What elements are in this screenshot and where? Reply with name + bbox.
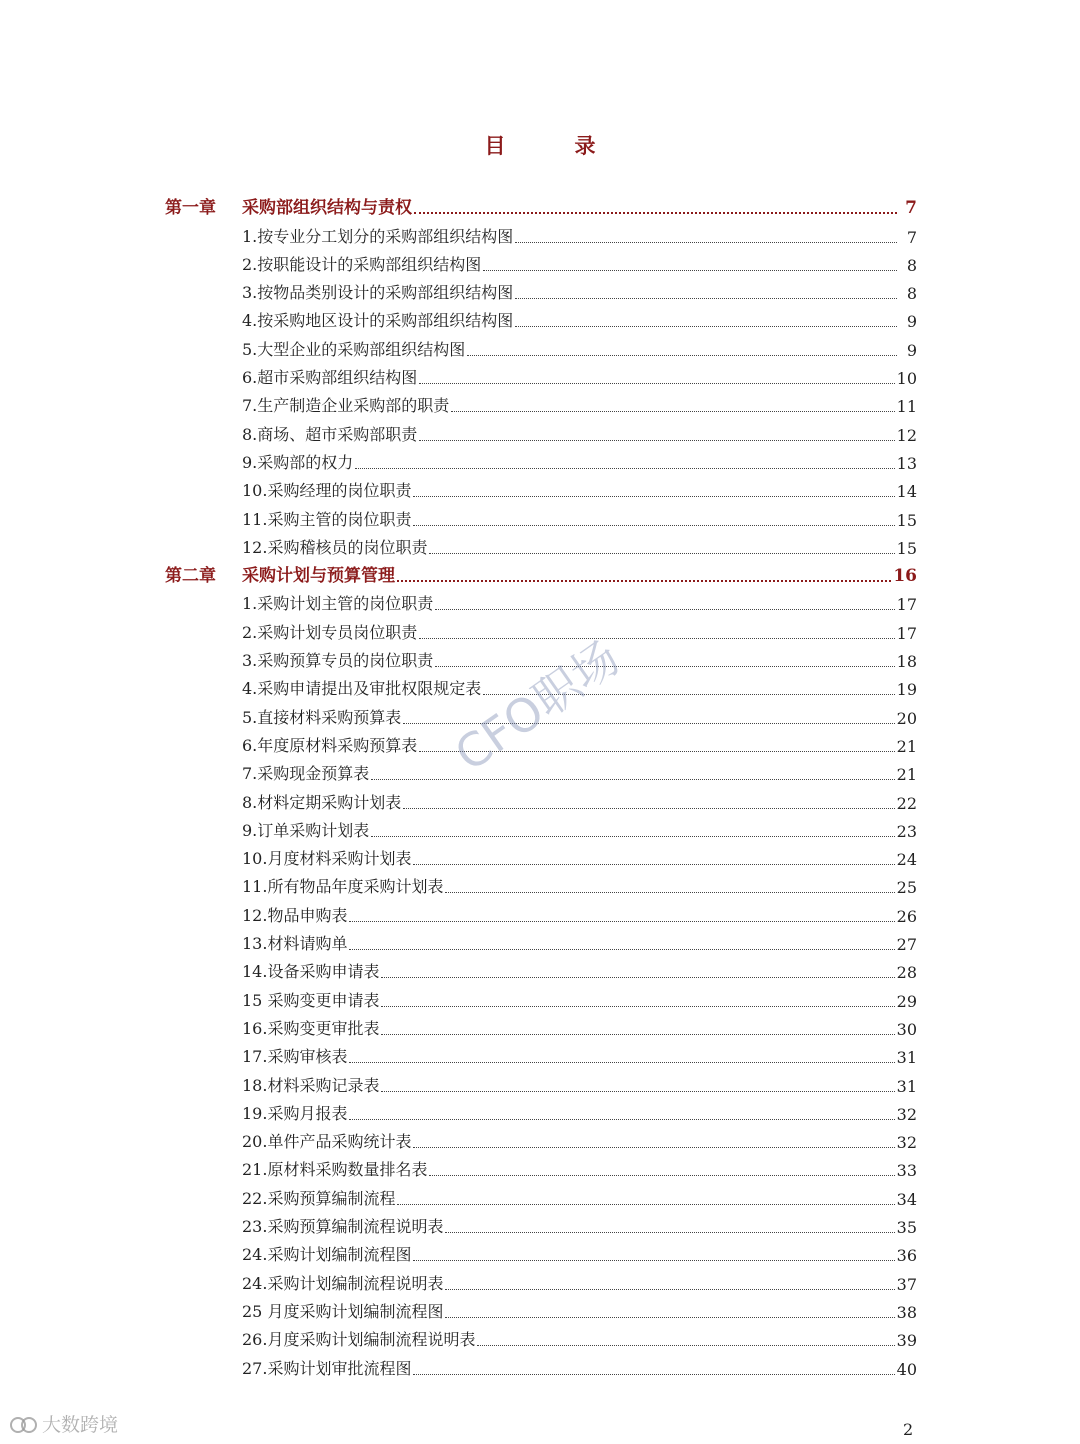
dot-leader	[515, 242, 897, 243]
dot-leader	[413, 525, 894, 526]
entry-line	[242, 393, 917, 416]
entry-line	[242, 1073, 917, 1096]
entry-line	[242, 903, 917, 926]
entry-title: 5.大型企业的采购部组织结构图	[242, 339, 466, 359]
entry-title: 12.物品申购表	[242, 905, 348, 925]
entry-page-number: 31	[896, 1048, 917, 1068]
toc-entry-row[interactable]	[0, 1186, 1080, 1214]
toc-entry-row[interactable]	[0, 676, 1080, 704]
entry-page-number: 36	[896, 1246, 917, 1266]
entry-line	[242, 1356, 917, 1379]
entry-line	[242, 450, 917, 473]
entry-title: 1.采购计划主管的岗位职责	[242, 594, 434, 614]
page-title: 目 录	[484, 133, 620, 158]
dot-leader	[414, 212, 897, 214]
toc-entry-row[interactable]	[0, 223, 1080, 251]
entry-title: 23.采购预算编制流程说明表	[242, 1217, 444, 1237]
logo-icon	[10, 1415, 36, 1433]
entry-page-number: 11	[896, 397, 917, 417]
toc-entry-row[interactable]	[0, 846, 1080, 874]
toc-entry-row[interactable]	[0, 252, 1080, 280]
entry-title: 13.材料请购单	[242, 934, 348, 954]
entry-page-number: 9	[906, 312, 917, 332]
entry-line	[242, 1327, 917, 1350]
chapter-page-number: 16	[893, 566, 917, 587]
chapter-line	[242, 561, 917, 586]
entry-line	[242, 1129, 917, 1152]
dot-leader	[413, 1374, 894, 1375]
toc-entry-row[interactable]	[0, 1242, 1080, 1270]
dot-leader	[349, 949, 894, 950]
toc-entry-row[interactable]	[0, 704, 1080, 732]
toc-entry-row[interactable]	[0, 535, 1080, 563]
entry-title: 24.采购计划编制流程图	[242, 1245, 412, 1265]
toc-entry-row[interactable]	[0, 1129, 1080, 1157]
toc-entry-row[interactable]	[0, 903, 1080, 931]
dot-leader	[435, 609, 894, 610]
toc-entry-row[interactable]	[0, 1270, 1080, 1298]
entry-page-number: 15	[896, 510, 917, 530]
entry-title: 26.月度采购计划编制流程说明表	[242, 1330, 476, 1350]
dot-leader	[419, 383, 894, 384]
entry-line	[242, 1101, 917, 1124]
entry-line	[242, 507, 917, 530]
chapter-line	[242, 193, 917, 218]
entry-line	[242, 1016, 917, 1039]
toc-entry-row[interactable]	[0, 648, 1080, 676]
entry-title: 14.设备采购申请表	[242, 962, 380, 982]
entry-page-number: 23	[896, 821, 917, 841]
entry-page-number: 13	[896, 453, 917, 473]
dot-leader	[349, 1062, 894, 1063]
entry-page-number: 8	[906, 255, 917, 275]
toc-entry-row[interactable]	[0, 1214, 1080, 1242]
entry-title: 6.超市采购部组织结构图	[242, 368, 418, 388]
entry-title: 21.原材料采购数量排名表	[242, 1160, 428, 1180]
toc-entry-row[interactable]	[0, 1299, 1080, 1327]
chapter-title: 采购部组织结构与责权	[242, 198, 412, 219]
dot-leader	[429, 553, 894, 554]
entry-page-number: 35	[896, 1218, 917, 1238]
entry-title: 18.材料采购记录表	[242, 1075, 380, 1095]
entry-line	[242, 790, 917, 813]
dot-leader	[349, 1119, 894, 1120]
entry-line	[242, 733, 917, 756]
dot-leader	[381, 977, 894, 978]
entry-page-number: 39	[896, 1331, 917, 1351]
entry-title: 3.采购预算专员的岗位职责	[242, 651, 434, 671]
entry-page-number: 17	[896, 623, 917, 643]
footer-page-number: 2	[903, 1420, 914, 1439]
entry-line	[242, 988, 917, 1011]
toc-entry-row[interactable]	[0, 1157, 1080, 1185]
dot-leader	[403, 723, 894, 724]
dot-leader	[381, 1091, 894, 1092]
dot-leader	[419, 638, 894, 639]
entry-line	[242, 535, 917, 558]
dot-leader	[397, 1204, 894, 1205]
toc-entry-row[interactable]	[0, 1016, 1080, 1044]
dot-leader	[445, 1289, 894, 1290]
entry-line	[242, 959, 917, 982]
entry-title: 1.按专业分工划分的采购部组织结构图	[242, 226, 514, 246]
toc-entry-row[interactable]	[0, 421, 1080, 449]
entry-line	[242, 1271, 917, 1294]
entry-page-number: 22	[896, 793, 917, 813]
entry-line	[242, 648, 917, 671]
entry-title: 3.按物品类别设计的采购部组织结构图	[242, 283, 514, 303]
toc-entry-row[interactable]	[0, 337, 1080, 365]
entry-line	[242, 365, 917, 388]
entry-line	[242, 705, 917, 728]
dot-leader	[429, 1175, 894, 1176]
corner-watermark	[10, 1410, 118, 1437]
entry-page-number: 28	[896, 963, 917, 983]
dot-leader	[413, 1147, 894, 1148]
entry-line	[242, 620, 917, 643]
entry-title: 4.采购申请提出及审批权限规定表	[242, 679, 482, 699]
entry-page-number: 18	[896, 652, 917, 672]
chapter-number: 第二章	[165, 566, 216, 587]
entry-title: 6.年度原材料采购预算表	[242, 735, 418, 755]
entry-title: 16.采购变更审批表	[242, 1018, 380, 1038]
entry-title: 12.采购稽核员的岗位职责	[242, 537, 428, 557]
entry-page-number: 40	[896, 1359, 917, 1379]
entry-line	[242, 676, 917, 699]
toc-entry-row[interactable]	[0, 478, 1080, 506]
toc-entry-row[interactable]	[0, 874, 1080, 902]
chapter-page-number: 7	[905, 198, 917, 219]
dot-leader	[445, 892, 894, 893]
entry-page-number: 24	[896, 850, 917, 870]
entry-title: 9.订单采购计划表	[242, 820, 370, 840]
entry-page-number: 19	[896, 680, 917, 700]
entry-line	[242, 1242, 917, 1265]
entry-page-number: 37	[896, 1274, 917, 1294]
entry-page-number: 10	[896, 369, 917, 389]
dot-leader	[419, 440, 894, 441]
entry-title: 10.采购经理的岗位职责	[242, 481, 412, 501]
entry-title: 17.采购审核表	[242, 1047, 348, 1067]
dot-leader	[435, 666, 894, 667]
dot-leader	[451, 411, 894, 412]
entry-title: 8.材料定期采购计划表	[242, 792, 402, 812]
entry-page-number: 12	[896, 425, 917, 445]
toc-entry-row[interactable]	[0, 1072, 1080, 1100]
entry-page-number: 38	[896, 1302, 917, 1322]
toc-entry-row[interactable]	[0, 506, 1080, 534]
toc-entry-row[interactable]	[0, 789, 1080, 817]
toc-entry-row[interactable]	[0, 761, 1080, 789]
entry-title: 11.采购主管的岗位职责	[242, 509, 412, 529]
entry-page-number: 15	[896, 538, 917, 558]
dot-leader	[381, 1034, 894, 1035]
entry-page-number: 21	[896, 765, 917, 785]
toc-entry-row[interactable]	[0, 308, 1080, 336]
entry-page-number: 30	[896, 1019, 917, 1039]
entry-line	[242, 1299, 917, 1322]
entry-title: 10.月度材料采购计划表	[242, 849, 412, 869]
toc-entry-row[interactable]	[0, 450, 1080, 478]
dot-leader	[413, 864, 894, 865]
entry-page-number: 32	[896, 1104, 917, 1124]
watermark: CFO职场	[445, 630, 630, 782]
dot-leader	[403, 808, 894, 809]
dot-leader	[483, 694, 894, 695]
toc-entry-row[interactable]	[0, 987, 1080, 1015]
entry-page-number: 26	[896, 906, 917, 926]
entry-page-number: 29	[896, 991, 917, 1011]
entry-line	[242, 280, 917, 303]
toc-entry-row[interactable]	[0, 620, 1080, 648]
toc-entry-row[interactable]	[0, 959, 1080, 987]
entry-line	[242, 478, 917, 501]
entry-title: 2.按职能设计的采购部组织结构图	[242, 254, 482, 274]
entry-title: 15 采购变更申请表	[242, 990, 380, 1010]
entry-line	[242, 1157, 917, 1180]
entry-title: 19.采购月报表	[242, 1103, 348, 1123]
entry-line	[242, 931, 917, 954]
toc-entry-row[interactable]	[0, 1101, 1080, 1129]
entry-line	[242, 224, 917, 247]
entry-line	[242, 818, 917, 841]
dot-leader	[419, 751, 894, 752]
chapter-title: 采购计划与预算管理	[242, 566, 395, 587]
entry-title: 2.采购计划专员岗位职责	[242, 622, 418, 642]
toc-chapter-row[interactable]	[0, 195, 1080, 223]
dot-leader	[467, 355, 897, 356]
toc-entry-row[interactable]	[0, 393, 1080, 421]
entry-page-number: 8	[906, 284, 917, 304]
entry-title: 9.采购部的权力	[242, 452, 354, 472]
toc-entry-row[interactable]	[0, 280, 1080, 308]
entry-line	[242, 1214, 917, 1237]
entry-title: 4.按采购地区设计的采购部组织结构图	[242, 311, 514, 331]
entry-page-number: 14	[896, 482, 917, 502]
entry-page-number: 9	[906, 340, 917, 360]
entry-page-number: 25	[896, 878, 917, 898]
entry-line	[242, 308, 917, 331]
dot-leader	[381, 1006, 894, 1007]
toc-entry-row[interactable]	[0, 1044, 1080, 1072]
dot-leader	[397, 580, 891, 582]
entry-line	[242, 1186, 917, 1209]
toc-entry-row[interactable]	[0, 818, 1080, 846]
corner-watermark-text: 大数跨境	[42, 1414, 119, 1436]
entry-page-number: 27	[896, 935, 917, 955]
entry-page-number: 21	[896, 736, 917, 756]
dot-leader	[413, 496, 894, 497]
entry-title: 5.直接材料采购预算表	[242, 707, 402, 727]
dot-leader	[477, 1345, 894, 1346]
dot-leader	[355, 468, 894, 469]
toc-entry-row[interactable]	[0, 591, 1080, 619]
dot-leader	[515, 326, 897, 327]
entry-page-number: 32	[896, 1133, 917, 1153]
dot-leader	[371, 779, 894, 780]
entry-line	[242, 874, 917, 897]
entry-title: 20.单件产品采购统计表	[242, 1132, 412, 1152]
chapter-number: 第一章	[165, 198, 216, 219]
toc-chapter-row[interactable]	[0, 563, 1080, 591]
dot-leader	[445, 1317, 894, 1318]
toc-entry-row[interactable]	[0, 365, 1080, 393]
entry-line	[242, 591, 917, 614]
entry-title: 27.采购计划审批流程图	[242, 1358, 412, 1378]
entry-line	[242, 252, 917, 275]
entry-page-number: 34	[896, 1189, 917, 1209]
entry-line	[242, 761, 917, 784]
dot-leader	[515, 298, 897, 299]
entry-line	[242, 846, 917, 869]
entry-title: 7.生产制造企业采购部的职责	[242, 396, 450, 416]
dot-leader	[445, 1232, 894, 1233]
entry-title: 22.采购预算编制流程	[242, 1188, 396, 1208]
entry-page-number: 33	[896, 1161, 917, 1181]
entry-title: 25 月度采购计划编制流程图	[242, 1301, 444, 1321]
toc-entry-row[interactable]	[0, 931, 1080, 959]
entry-line	[242, 422, 917, 445]
entry-line	[242, 337, 917, 360]
toc-entry-row[interactable]	[0, 733, 1080, 761]
dot-leader	[483, 270, 897, 271]
entry-page-number: 20	[896, 708, 917, 728]
entry-title: 11.所有物品年度采购计划表	[242, 877, 444, 897]
toc-entry-row[interactable]	[0, 1327, 1080, 1355]
dot-leader	[371, 836, 894, 837]
entry-page-number: 17	[896, 595, 917, 615]
entry-page-number: 7	[906, 227, 917, 247]
entry-title: 8.商场、超市采购部职责	[242, 424, 418, 444]
entry-title: 24.采购计划编制流程说明表	[242, 1273, 444, 1293]
entry-page-number: 31	[896, 1076, 917, 1096]
toc-entry-row[interactable]	[0, 1355, 1080, 1383]
dot-leader	[413, 1260, 894, 1261]
entry-line	[242, 1044, 917, 1067]
entry-title: 7.采购现金预算表	[242, 764, 370, 784]
dot-leader	[349, 921, 894, 922]
